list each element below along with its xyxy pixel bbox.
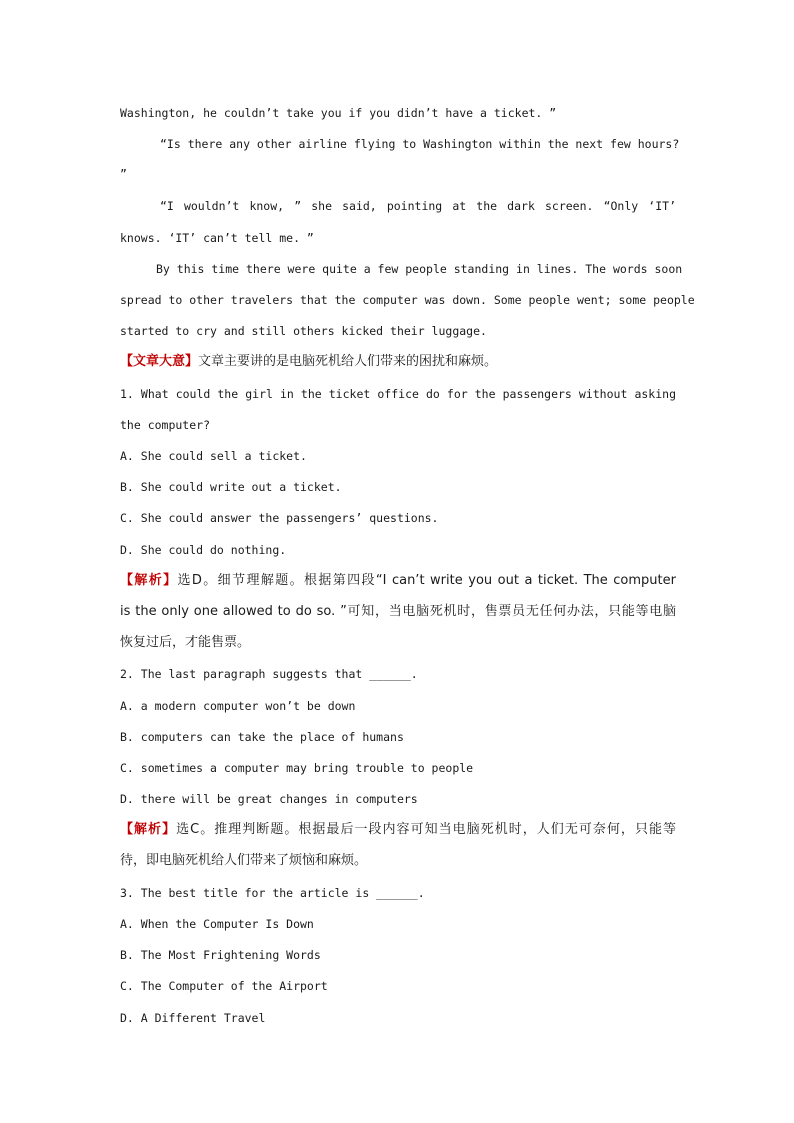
analysis-line	[120, 822, 676, 838]
option-b: B. She could write out a ticket.	[120, 480, 342, 494]
passage-line: “Is there any other airline flying to Washington within the next few hours?	[160, 137, 680, 151]
analysis-line: 恢复过后，才能售票。	[120, 635, 251, 650]
option-b: B. computers can take the place of humans	[120, 730, 404, 744]
option-d: D. She could do nothing.	[120, 543, 287, 557]
passage-line: knows. ‘IT’ can’t tell me. ”	[120, 231, 314, 245]
option-c: C. The Computer of the Airport	[120, 979, 328, 993]
analysis-line: 待，即电脑死机给人们带来了烦恼和麻烦。	[120, 853, 368, 868]
option-d: D. A Different Travel	[120, 1011, 266, 1025]
option-a: A. a modern computer won’t be down	[120, 699, 356, 713]
analysis-tag: 【解析】	[120, 573, 178, 588]
analysis-tag: 【解析】	[120, 822, 177, 837]
question-stem: 3. The best title for the article is ______.	[120, 886, 425, 900]
analysis-text: 选C。推理判断题。根据最后一段内容可知当电脑死机时，人们无可奈何，只能等	[176, 822, 676, 837]
summary-tag: 【文章大意】	[120, 354, 199, 369]
option-c: C. sometimes a computer may bring trouble to people	[120, 761, 474, 775]
passage-line: ”	[120, 167, 127, 181]
passage-line: started to cry and still others kicked their luggage.	[120, 324, 487, 338]
analysis-line	[120, 573, 676, 589]
option-c: C. She could answer the passengers’ questions.	[120, 511, 439, 525]
summary-text: 文章主要讲的是电脑死机给人们带来的困扰和麻烦。	[198, 354, 498, 369]
question-stem: 1. What could the girl in the ticket office do for the passengers without asking	[120, 387, 676, 401]
option-a: A. She could sell a ticket.	[120, 449, 307, 463]
passage-line: “I wouldn’t know, ” she said, pointing at the dark screen. “Only ‘IT’	[160, 199, 676, 213]
passage-line: By this time there were quite a few people standing in lines. The words soon	[156, 262, 683, 276]
passage-line: Washington, he couldn’t take you if you didn’t have a ticket. ”	[120, 106, 557, 120]
option-d: D. there will be great changes in computers	[120, 792, 418, 806]
question-stem: 2. The last paragraph suggests that ______.	[120, 667, 418, 681]
analysis-line: is the only one allowed to do so. ”可知，当电脑死机时，售票员无任何办法，只能等电脑	[120, 604, 676, 619]
option-b: B. The Most Frightening Words	[120, 948, 321, 962]
summary-line	[120, 354, 676, 370]
analysis-text: 选D。细节理解题。根据第四段“I can’t write you out a ticket. The computer	[177, 573, 676, 588]
question-stem: the computer?	[120, 418, 211, 432]
option-a: A. When the Computer Is Down	[120, 917, 314, 931]
passage-line: spread to other travelers that the computer was down. Some people went; some people	[120, 293, 695, 307]
